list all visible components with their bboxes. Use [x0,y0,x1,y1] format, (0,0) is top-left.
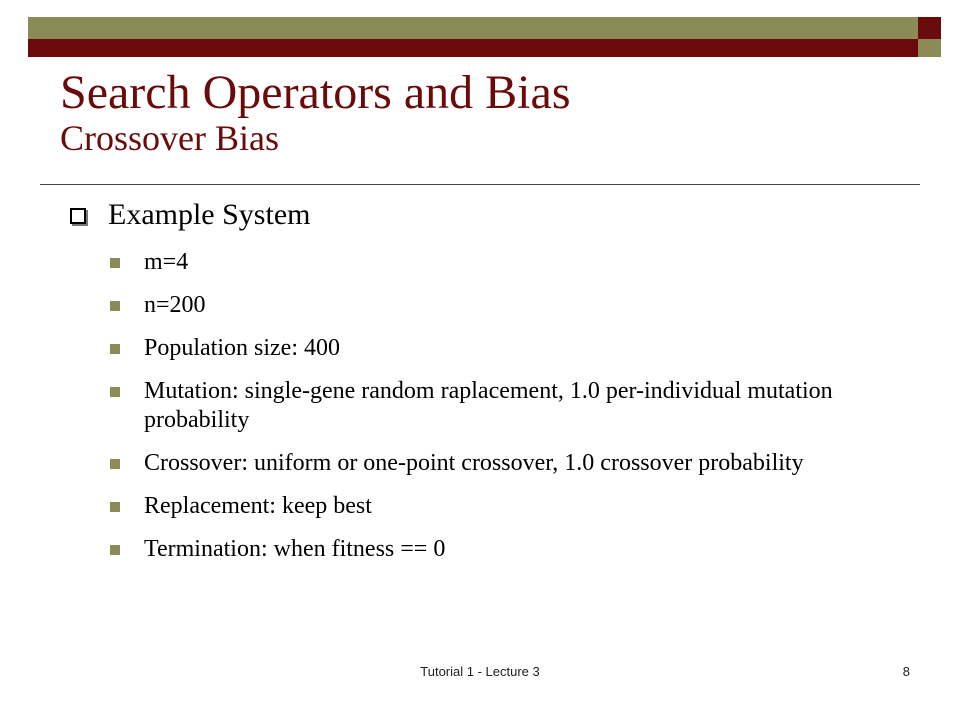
square-bullet-icon [110,301,120,311]
list-item [110,334,900,363]
slide-title [60,68,920,158]
header-corner-dark-square [918,17,941,39]
list-item [110,248,900,277]
bullet-heading [70,198,910,232]
square-bullet-icon [110,459,120,469]
list-item [110,291,900,320]
list-item [110,377,900,435]
header-corner-olive-square [918,39,941,57]
list-item-text: Mutation: single-gene random raplacement, 1.0 per-individual mutation probability [144,378,833,433]
bullet-heading-text: Example System [108,198,311,231]
list-item-text: Crossover: uniform or one-point crossover, 1.0 crossover probability [144,450,804,476]
square-bullet-icon [110,387,120,397]
footer-text: Tutorial 1 - Lecture 3 [420,664,540,679]
list-item-text: n=200 [144,292,206,318]
header-band-dark [28,39,941,57]
slide-title-main: Search Operators and Bias [60,66,571,119]
square-bullet-icon [110,344,120,354]
page-number: 8 [902,664,910,679]
list-item [110,535,900,564]
square-bullet-icon [110,258,120,268]
slide-title-subtitle: Crossover Bias [60,118,279,159]
list-item-text: Termination: when fitness == 0 [144,536,446,562]
list-item-text: m=4 [144,249,189,275]
list-item-text: Population size: 400 [144,335,340,361]
square-bullet-icon [110,545,120,555]
square-bullet-icon [110,502,120,512]
list-item [110,492,900,521]
hollow-square-bullet-icon [70,208,86,224]
sub-bullet-list [110,248,900,564]
list-item-text: Replacement: keep best [144,493,372,519]
title-divider [40,184,920,185]
header-band-olive [28,17,941,39]
list-item [110,449,900,478]
